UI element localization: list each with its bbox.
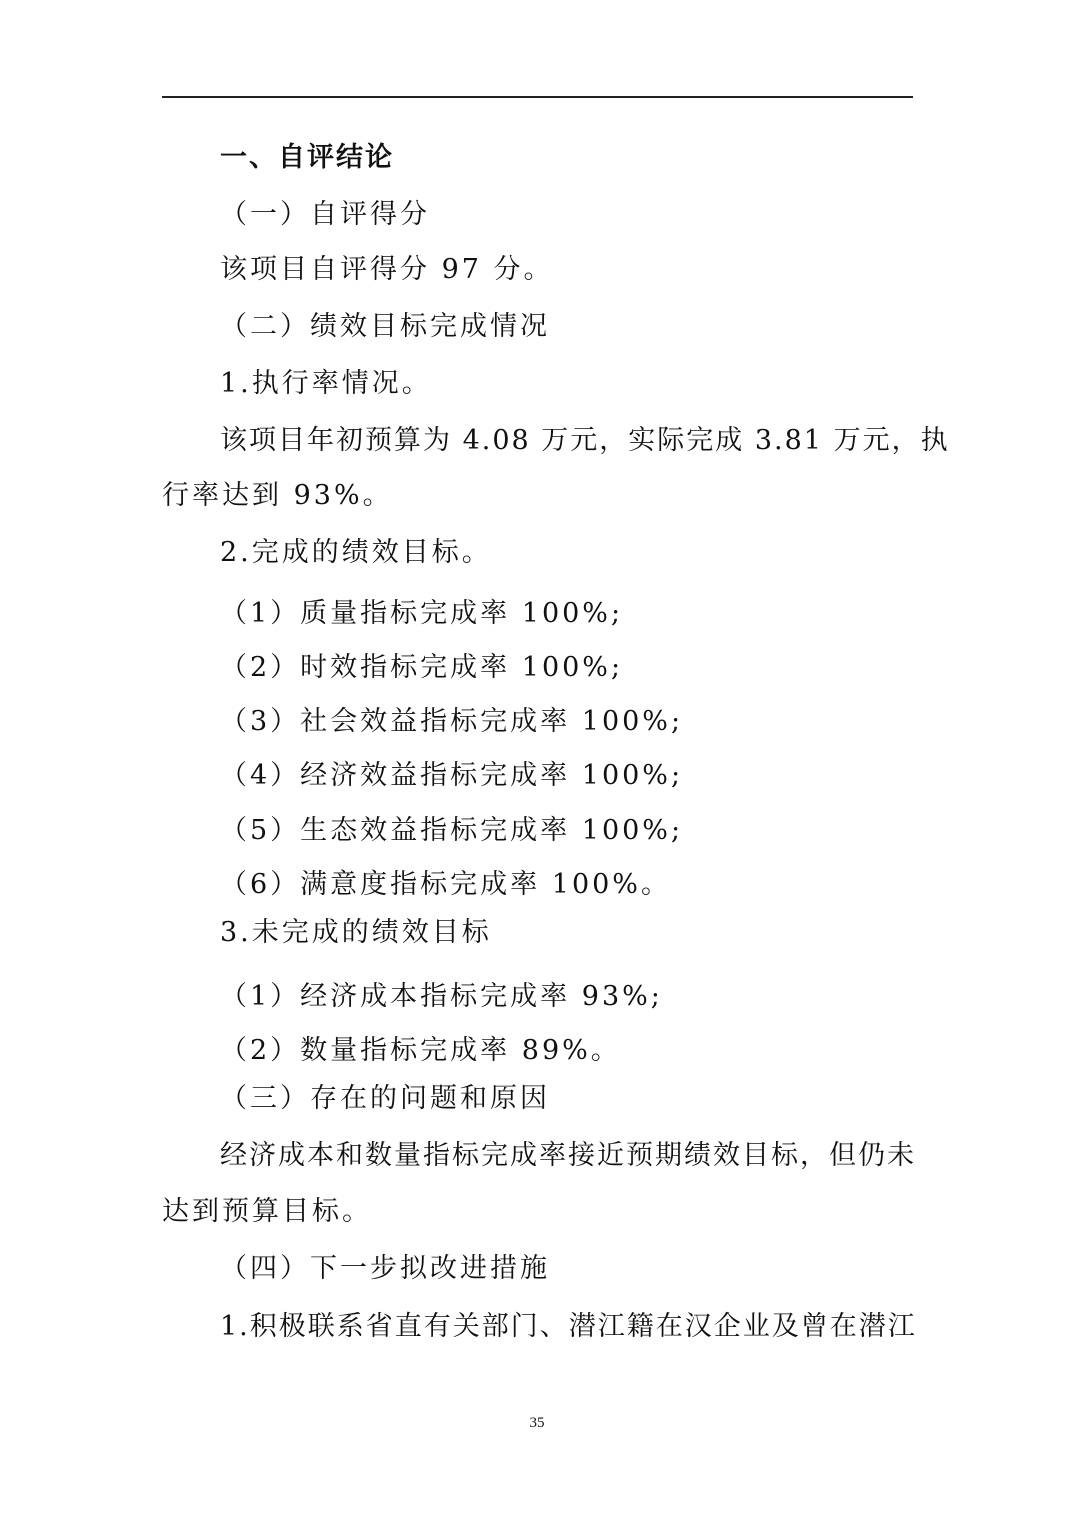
header-rule: [162, 96, 913, 98]
list-item: （6）满意度指标完成率 100%。: [220, 869, 671, 900]
section-heading: 一、自评结论: [220, 142, 394, 173]
item-uncompleted-goals: 3.未完成的绩效目标: [220, 917, 492, 948]
paragraph-improvement-1: 1.积极联系省直有关部门、潜江籍在汉企业及曾在潜江: [220, 1311, 917, 1342]
paragraph-problems-cont: 达到预算目标。: [162, 1196, 372, 1227]
list-item: （5）生态效益指标完成率 100%;: [220, 815, 684, 846]
page-number: 35: [529, 1415, 545, 1431]
list-item: （4）经济效益指标完成率 100%;: [220, 760, 684, 791]
subheading-problems: （三）存在的问题和原因: [220, 1083, 550, 1114]
item-execution-rate: 1.执行率情况。: [220, 368, 432, 399]
paragraph-budget-cont: 行率达到 93%。: [162, 480, 393, 511]
list-item: （2）时效指标完成率 100%;: [220, 652, 624, 683]
list-item: （1）质量指标完成率 100%;: [220, 598, 624, 629]
paragraph-budget: 该项目年初预算为 4.08 万元，实际完成 3.81 万元，执: [220, 425, 950, 456]
list-item: （3）社会效益指标完成率 100%;: [220, 706, 684, 737]
list-item: （2）数量指标完成率 89%。: [220, 1035, 621, 1066]
subheading-self-score: （一）自评得分: [220, 199, 430, 230]
list-item: （1）经济成本指标完成率 93%;: [220, 981, 663, 1012]
subheading-goal-completion: （二）绩效目标完成情况: [220, 311, 550, 342]
paragraph-score: 该项目自评得分 97 分。: [220, 254, 554, 285]
item-completed-goals: 2.完成的绩效目标。: [220, 537, 492, 568]
subheading-improvements: （四）下一步拟改进措施: [220, 1253, 550, 1284]
paragraph-problems: 经济成本和数量指标完成率接近预期绩效目标，但仍未: [220, 1140, 916, 1171]
